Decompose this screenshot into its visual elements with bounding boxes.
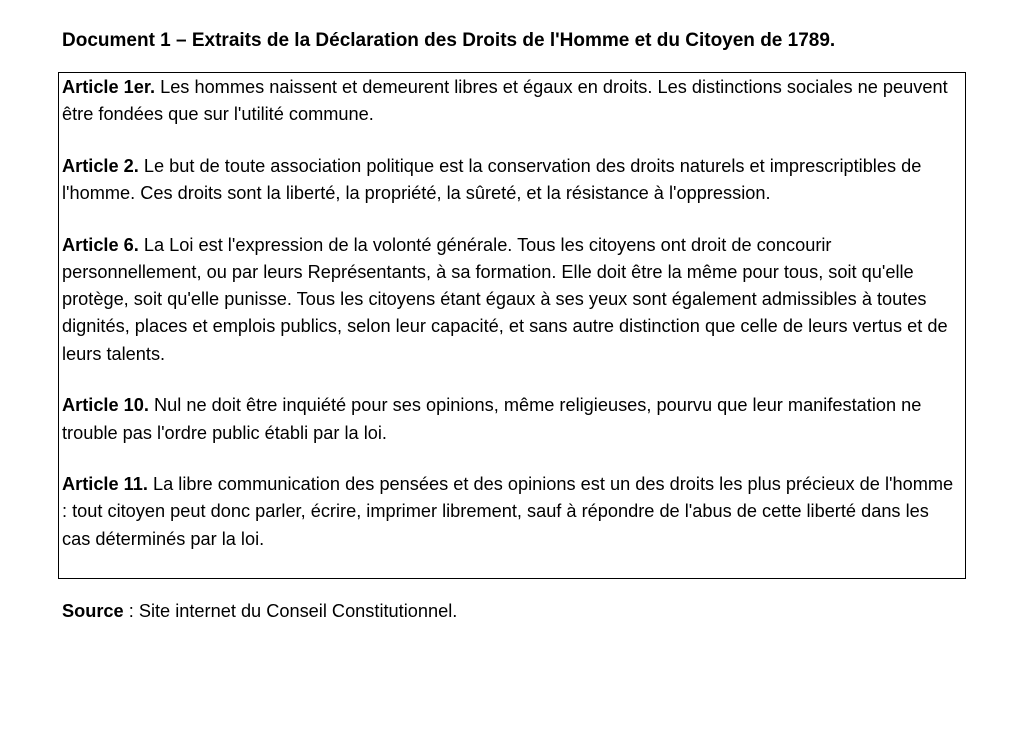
article-10 bbox=[62, 392, 962, 446]
article-11 bbox=[62, 471, 962, 553]
articles-box bbox=[58, 72, 966, 579]
article-6 bbox=[62, 232, 962, 368]
article-text: Les hommes naissent et demeurent libres et égaux en droits. Les distinctions sociales ne peuvent être fondées que sur l'utilité commune. bbox=[62, 77, 948, 125]
article-label: Article 11. bbox=[62, 474, 148, 495]
article-text: La libre communication des pensées et des opinions est un des droits les plus précieux de l'homme : tout citoyen peut donc parler, écrire, imprimer librement, sauf à répondre de l'abus de cette liberté dans les cas déterminés par la loi. bbox=[62, 474, 954, 549]
source-text: : Site internet du Conseil Constitutionnel. bbox=[123, 601, 458, 621]
article-label: Article 10. bbox=[62, 395, 149, 416]
article-label: Article 2. bbox=[62, 155, 139, 176]
article-2 bbox=[62, 153, 962, 207]
article-label: Article 6. bbox=[62, 234, 139, 255]
article-label: Article 1er. bbox=[62, 77, 156, 97]
article-1 bbox=[62, 74, 962, 128]
source-line bbox=[62, 598, 457, 625]
article-text: La Loi est l'expression de la volonté générale. Tous les citoyens ont droit de concourir personnellement, ou par leurs Représentants, à sa formation. Elle doit être la même pour tous, soit qu'elle protège, soit qu'elle punisse. Tous les citoyens étant égaux à ses yeux sont également admissibles à toutes dignités, places et emplois publics, selon leur capacité, et sans autre distinction que celle de leurs vertus et de leurs talents. bbox=[62, 234, 948, 364]
article-text: Nul ne doit être inquiété pour ses opinions, même religieuses, pourvu que leur manifestation ne trouble pas l'ordre public établi par la loi. bbox=[62, 395, 922, 443]
article-text: Le but de toute association politique est la conservation des droits naturels et imprescriptibles de l'homme. Ces droits sont la liberté, la propriété, la sûreté, et la résistance à l'oppression. bbox=[62, 155, 922, 204]
document-title: Document 1 – Extraits de la Déclaration des Droits de l'Homme et du Citoyen de 1789. bbox=[62, 30, 836, 51]
source-label: Source bbox=[62, 601, 124, 621]
